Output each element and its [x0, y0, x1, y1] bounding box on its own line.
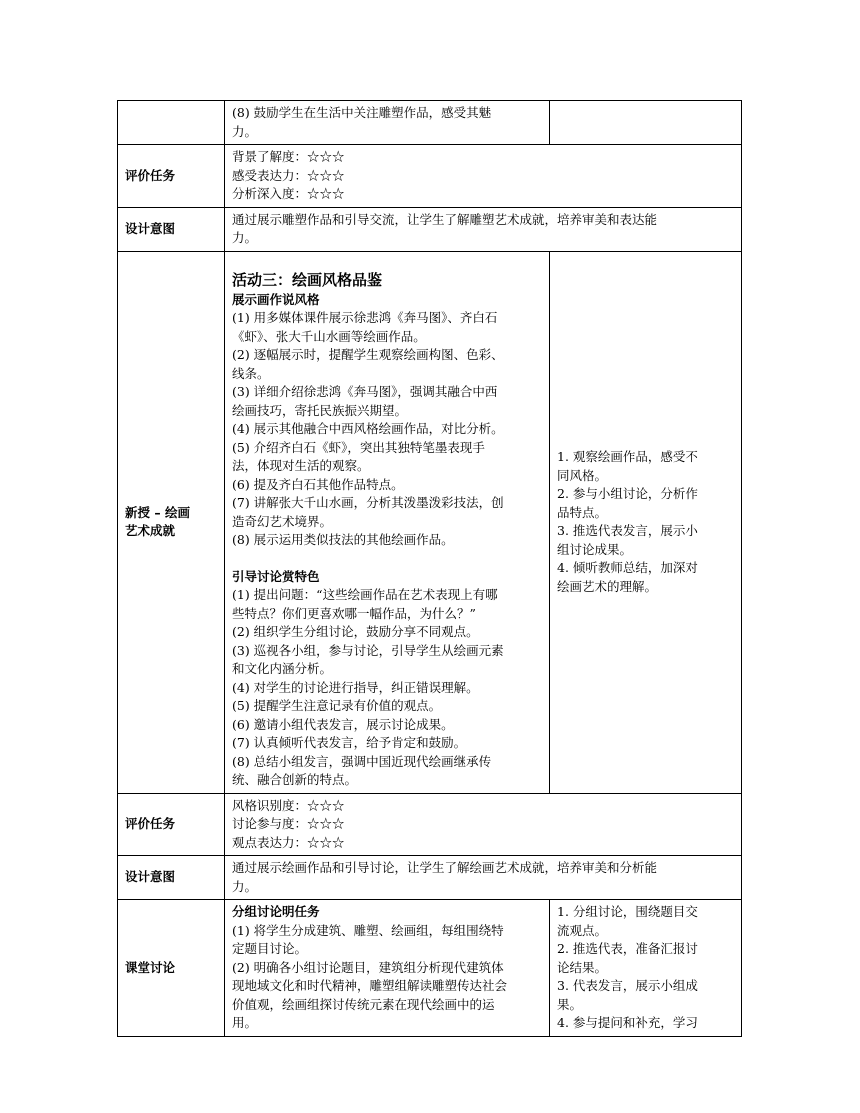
- label-line: 艺术成就: [125, 523, 176, 538]
- activity-title: 活动三：绘画风格品鉴: [232, 270, 383, 289]
- evaluation-cell: [225, 793, 742, 856]
- text-line: 价值观，绘画组探讨传统元素在现代绘画中的运: [232, 996, 495, 1012]
- rating-line: 分析深入度：☆☆☆: [232, 186, 345, 201]
- text-line: (1) 提出问题：“这些绘画作品在艺术表现上有哪: [232, 587, 498, 602]
- text-line: (8) 总结小组发言，强调中国近现代绘画继承传: [232, 753, 492, 769]
- text-line: 些特点？你们更喜欢哪一幅作品，为什么？”: [232, 605, 476, 621]
- table-row: [118, 207, 742, 251]
- text-line: (8) 展示运用类似技法的其他绘画作品。: [232, 532, 454, 547]
- text-line: 统、融合创新的特点。: [232, 772, 358, 787]
- rating-line: 背景了解度：☆☆☆: [232, 149, 345, 164]
- text-line: 现地域文化和时代精神，雕塑组解读雕塑传达社会: [232, 978, 508, 993]
- table-row: [118, 251, 742, 793]
- table-row: [118, 856, 742, 900]
- row-label-classroom-discussion: 课堂讨论: [118, 900, 225, 1037]
- activity-content-cell: [225, 251, 550, 793]
- text-line: (6) 提及齐白石其他作品特点。: [232, 476, 404, 492]
- text-line: 2. 参与小组讨论，分析作: [557, 486, 698, 501]
- text-line: 论结果。: [557, 959, 608, 975]
- table-row: [118, 900, 742, 1037]
- rating-line: 风格识别度：☆☆☆: [232, 797, 345, 813]
- section-title: 分组讨论明任务: [232, 904, 320, 919]
- row1-content-cell: [225, 101, 550, 145]
- text-line: (3) 详细介绍徐悲鸿《奔马图》，强调其融合中西: [232, 384, 498, 399]
- rating-line: 讨论参与度：☆☆☆: [232, 816, 345, 831]
- text-line: 造奇幻艺术境界。: [232, 513, 333, 529]
- text-line: (4) 展示其他融合中西风格绘画作品，对比分析。: [232, 421, 504, 436]
- text-line: 力。: [232, 230, 258, 245]
- text-line: 果。: [557, 996, 583, 1012]
- text-line: 流观点。: [557, 922, 608, 938]
- text-line: 通过展示绘画作品和引导讨论，让学生了解绘画艺术成就，培养审美和分析能: [232, 860, 658, 875]
- row-label-evaluation: 评价任务: [118, 145, 225, 208]
- text-line: 《虾》、张大千山水画等绘画作品。: [232, 328, 426, 344]
- text-line: 1. 观察绘画作品，感受不: [557, 449, 698, 464]
- text-line: 力。: [232, 123, 258, 139]
- text-line: (8) 鼓励学生在生活中关注雕塑作品，感受其魅: [232, 105, 492, 120]
- text-line: 1. 分组讨论，围绕题目交: [557, 904, 698, 919]
- row-label-design-intent: 设计意图: [118, 207, 225, 251]
- text-line: (2) 明确各小组讨论题目，建筑组分析现代建筑体: [232, 959, 504, 975]
- text-line: 3. 推选代表发言，展示小: [557, 523, 698, 538]
- text-line: (5) 介绍齐白石《虾》，突出其独特笔墨表现手: [232, 439, 485, 455]
- text-line: (2) 逐幅展示时，提醒学生观察绘画构图、色彩、: [232, 347, 504, 362]
- table-row: [118, 793, 742, 856]
- text-line: 力。: [232, 878, 258, 894]
- text-line: 4. 倾听教师总结，加深对: [557, 560, 698, 575]
- spacer: [232, 550, 542, 568]
- text-line: 定题目讨论。: [232, 941, 308, 956]
- text-line: 2. 推选代表，准备汇报讨: [557, 941, 698, 956]
- design-intent-cell: [225, 856, 742, 900]
- rating-line: 感受表达力：☆☆☆: [232, 167, 345, 183]
- section-title: 引导讨论赏特色: [232, 568, 320, 584]
- lesson-plan-table: [117, 100, 742, 1037]
- text-line: 法，体现对生活的观察。: [232, 458, 370, 473]
- text-line: 同风格。: [557, 467, 608, 483]
- student-activity-cell: [550, 900, 742, 1037]
- design-intent-cell: [225, 207, 742, 251]
- text-line: (3) 巡视各小组，参与讨论，引导学生从绘画元素: [232, 642, 504, 658]
- table-row: [118, 101, 742, 145]
- row-label-design-intent: 设计意图: [118, 856, 225, 900]
- row1-student-cell: [550, 101, 742, 145]
- table-row: [118, 145, 742, 208]
- text-line: (4) 对学生的讨论进行指导，纠正错误理解。: [232, 679, 479, 695]
- text-line: (7) 认真倾听代表发言，给予肯定和鼓励。: [232, 735, 467, 750]
- text-line: 用。: [232, 1015, 258, 1030]
- student-activity-cell: [550, 251, 742, 793]
- text-line: (7) 讲解张大千山水画，分析其泼墨泼彩技法，创: [232, 495, 504, 510]
- row-label-evaluation: 评价任务: [118, 793, 225, 856]
- label-line: 新授 – 绘画: [125, 504, 190, 520]
- discussion-content-cell: [225, 900, 550, 1037]
- text-line: 3. 代表发言，展示小组成: [557, 978, 698, 993]
- rating-line: 观点表达力：☆☆☆: [232, 834, 345, 850]
- section-title: 展示画作说风格: [232, 291, 320, 307]
- text-line: (1) 用多媒体课件展示徐悲鸿《奔马图》、齐白石: [232, 310, 498, 325]
- text-line: 和文化内涵分析。: [232, 661, 333, 676]
- row1-label-cell: [118, 101, 225, 145]
- text-line: (1) 将学生分成建筑、雕塑、绘画组，每组围绕特: [232, 922, 504, 938]
- text-line: (5) 提醒学生注意记录有价值的观点。: [232, 698, 442, 713]
- text-line: 品特点。: [557, 504, 608, 520]
- text-line: (2) 组织学生分组讨论，鼓励分享不同观点。: [232, 624, 479, 639]
- text-line: 绘画艺术的理解。: [557, 578, 658, 594]
- text-line: 组讨论成果。: [557, 541, 633, 557]
- text-line: 线条。: [232, 365, 270, 381]
- text-line: (6) 邀请小组代表发言，展示讨论成果。: [232, 716, 454, 732]
- row-label-new-lesson: [118, 251, 225, 793]
- text-line: 4. 参与提问和补充，学习: [557, 1015, 698, 1030]
- text-line: 绘画技巧，寄托民族振兴期望。: [232, 402, 408, 418]
- evaluation-cell: [225, 145, 742, 208]
- text-line: 通过展示雕塑作品和引导交流，让学生了解雕塑艺术成就，培养审美和表达能: [232, 211, 658, 227]
